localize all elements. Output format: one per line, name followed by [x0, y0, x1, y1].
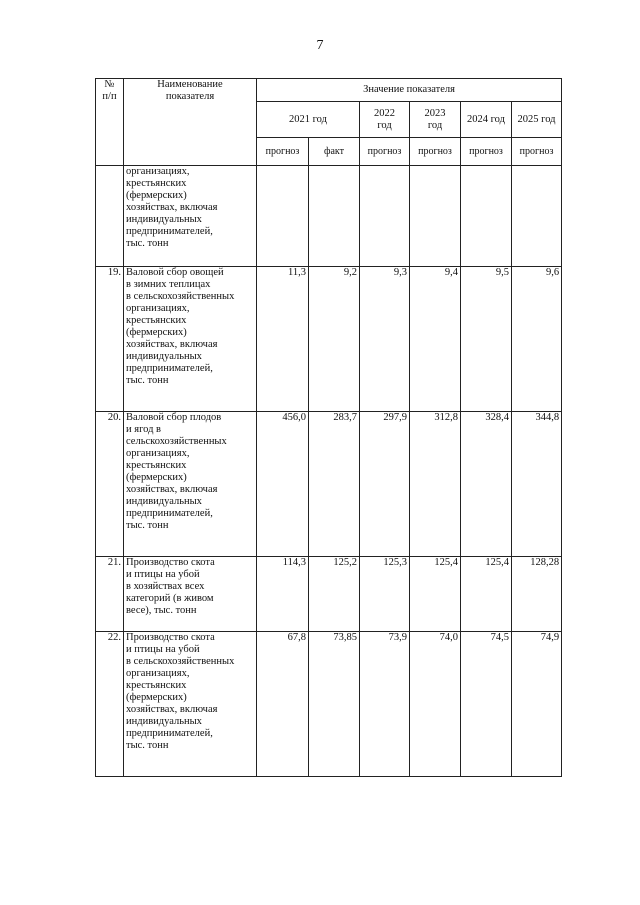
row-indicator-name: Валовой сбор овощей в зимних теплицах в сельскохозяйственных организациях, крестьянских (фермерских) хозяйствах, включая индивидуальных предпринимателей, тыс. тонн: [124, 267, 257, 412]
value-2025: [512, 166, 562, 267]
value-2025: 128,28: [512, 557, 562, 632]
row-number: 19.: [96, 267, 124, 412]
value-2021-forecast: [257, 166, 309, 267]
row-number: 22.: [96, 632, 124, 777]
row-number: 20.: [96, 412, 124, 557]
column-name-header: Наименование показателя: [124, 79, 257, 166]
value-2025: 74,9: [512, 632, 562, 777]
row-number: 21.: [96, 557, 124, 632]
value-2021-forecast: 11,3: [257, 267, 309, 412]
subheader-2021-forecast: прогноз: [257, 138, 309, 166]
table-row: [96, 166, 562, 267]
subheader-2025-forecast: прогноз: [512, 138, 562, 166]
row-indicator-name: организациях, крестьянских (фермерских) хозяйствах, включая индивидуальных предпринимателей, тыс. тонн: [124, 166, 257, 267]
year-header-2023: 2023 год: [410, 102, 461, 138]
value-2024: 328,4: [461, 412, 512, 557]
value-2024: 9,5: [461, 267, 512, 412]
row-number: [96, 166, 124, 267]
value-2024: [461, 166, 512, 267]
value-2021-fact: [309, 166, 360, 267]
value-2023: 312,8: [410, 412, 461, 557]
value-2025: 344,8: [512, 412, 562, 557]
value-2021-fact: 125,2: [309, 557, 360, 632]
indicator-table: [95, 78, 562, 777]
value-2022: [360, 166, 410, 267]
subheader-2024-forecast: прогноз: [461, 138, 512, 166]
value-2022: 297,9: [360, 412, 410, 557]
value-2021-fact: 283,7: [309, 412, 360, 557]
subheader-2023-forecast: прогноз: [410, 138, 461, 166]
value-2021-forecast: 114,3: [257, 557, 309, 632]
year-header-2021: 2021 год: [257, 102, 360, 138]
row-indicator-name: Производство скота и птицы на убой в хозяйствах всех категорий (в живом весе), тыс. тонн: [124, 557, 257, 632]
table-row: [96, 632, 562, 777]
value-2023: 125,4: [410, 557, 461, 632]
subheader-2022-forecast: прогноз: [360, 138, 410, 166]
year-header-2025: 2025 год: [512, 102, 562, 138]
row-indicator-name: Валовой сбор плодов и ягод в сельскохозяйственных организациях, крестьянских (фермерских) хозяйствах, включая индивидуальных предпринимателей, тыс. тонн: [124, 412, 257, 557]
value-2024: 125,4: [461, 557, 512, 632]
table-row: [96, 557, 562, 632]
value-2023: 9,4: [410, 267, 461, 412]
value-2021-fact: 73,85: [309, 632, 360, 777]
subheader-2021-fact: факт: [309, 138, 360, 166]
value-2023: 74,0: [410, 632, 461, 777]
row-indicator-name: Производство скота и птицы на убой в сельскохозяйственных организациях, крестьянских (фермерских) хозяйствах, включая индивидуальных предпринимателей, тыс. тонн: [124, 632, 257, 777]
value-2024: 74,5: [461, 632, 512, 777]
column-value-header: Значение показателя: [257, 79, 562, 102]
value-2023: [410, 166, 461, 267]
value-2022: 73,9: [360, 632, 410, 777]
page-number: 7: [316, 38, 324, 53]
value-2021-fact: 9,2: [309, 267, 360, 412]
table-row: [96, 412, 562, 557]
year-header-2022: 2022 год: [360, 102, 410, 138]
column-number-header: № п/п: [96, 79, 124, 166]
value-2025: 9,6: [512, 267, 562, 412]
value-2021-forecast: 67,8: [257, 632, 309, 777]
year-header-2024: 2024 год: [461, 102, 512, 138]
value-2022: 125,3: [360, 557, 410, 632]
value-2022: 9,3: [360, 267, 410, 412]
value-2021-forecast: 456,0: [257, 412, 309, 557]
table-row: [96, 267, 562, 412]
